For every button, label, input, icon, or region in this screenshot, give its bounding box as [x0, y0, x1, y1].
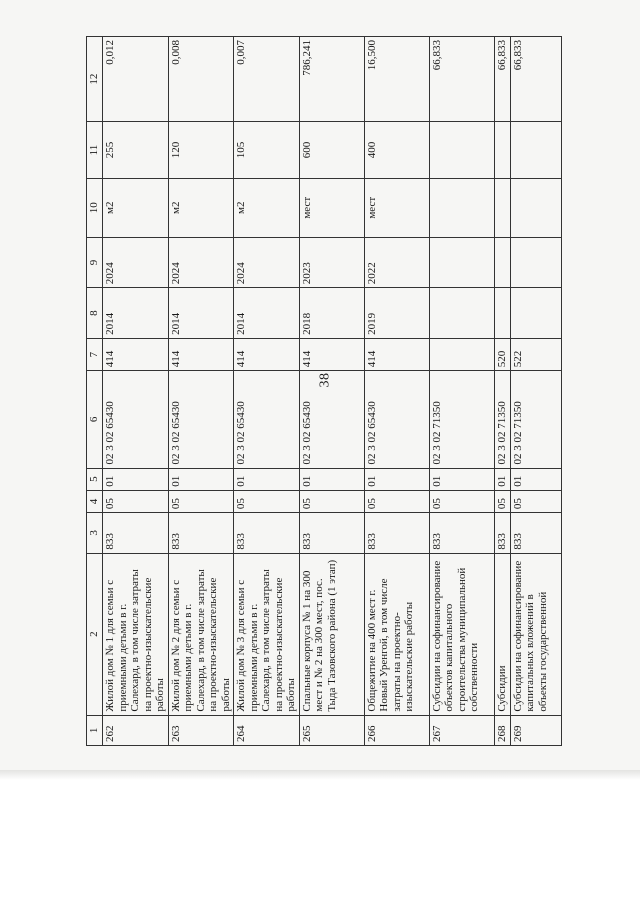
cell-c7: 414 — [234, 338, 300, 370]
cell-c7: 520 — [494, 338, 510, 370]
cell-c8 — [510, 288, 561, 339]
cell-c6: 02 3 02 65430 — [364, 371, 429, 468]
cell-c6: 02 3 02 71350 — [429, 371, 494, 468]
budget-table — [86, 36, 562, 746]
cell-c3: 833 — [510, 513, 561, 554]
cell-c4: 05 — [234, 490, 300, 512]
cell-c4: 05 — [103, 490, 169, 512]
cell-c10: мест — [299, 178, 364, 237]
column-header: 8 — [87, 288, 103, 339]
cell-c12: 66,833 — [429, 37, 494, 122]
cell-c4: 05 — [299, 490, 364, 512]
column-header: 7 — [87, 338, 103, 370]
object-name: Субсидии — [494, 553, 510, 715]
cell-c7: 414 — [299, 338, 364, 370]
cell-c11: 400 — [364, 122, 429, 179]
cell-c5: 01 — [429, 468, 494, 490]
cell-c9: 2022 — [364, 237, 429, 288]
cell-c11 — [510, 122, 561, 179]
cell-c6: 02 3 02 65430 — [234, 371, 300, 468]
row-number: 264 — [234, 715, 300, 745]
object-name: Общежитие на 400 мест г. Новый Уренгой, в том числе затраты на проектно-изыскательские работы — [364, 553, 429, 715]
table-row — [494, 37, 510, 746]
cell-c8: 2019 — [364, 288, 429, 339]
object-name: Жилой дом № 2 для семьи с приемными детьми в г. Салехард, в том числе затраты на проектно-изыскательские работы — [168, 553, 234, 715]
object-name: Субсидии на софинансирование капитальных вложений в объекты государственной — [510, 553, 561, 715]
row-number: 263 — [168, 715, 234, 745]
cell-c6: 02 3 02 65430 — [168, 371, 234, 468]
cell-c10: м2 — [103, 178, 169, 237]
cell-c12: 16,500 — [364, 37, 429, 122]
object-name: Спальные корпуса № 1 на 300 мест и № 2 на 300 мест, пос. Тыда Тазовского района (1 этап) — [299, 553, 364, 715]
cell-c7 — [429, 338, 494, 370]
cell-c3: 833 — [494, 513, 510, 554]
cell-c9 — [510, 237, 561, 288]
cell-c11: 255 — [103, 122, 169, 179]
column-header: 11 — [87, 122, 103, 179]
cell-c9 — [494, 237, 510, 288]
row-number: 266 — [364, 715, 429, 745]
table-wrapper — [86, 36, 616, 746]
column-header: 1 — [87, 715, 103, 745]
cell-c7: 414 — [103, 338, 169, 370]
cell-c10 — [429, 178, 494, 237]
column-header: 3 — [87, 513, 103, 554]
page-number: 38 — [317, 372, 333, 388]
cell-c3: 833 — [364, 513, 429, 554]
cell-c11: 120 — [168, 122, 234, 179]
cell-c8: 2014 — [234, 288, 300, 339]
cell-c8 — [494, 288, 510, 339]
table-row — [364, 37, 429, 746]
cell-c8 — [429, 288, 494, 339]
table-row — [103, 37, 169, 746]
object-name: Жилой дом № 1 для семьи с приемными детьми в г. Салехард, в том числе затраты на проектно-изыскательские работы — [103, 553, 169, 715]
page-edge — [0, 770, 640, 780]
row-number: 268 — [494, 715, 510, 745]
row-number: 265 — [299, 715, 364, 745]
table-row — [234, 37, 300, 746]
cell-c12: 786,241 — [299, 37, 364, 122]
cell-c5: 01 — [168, 468, 234, 490]
cell-c5: 01 — [510, 468, 561, 490]
cell-c3: 833 — [234, 513, 300, 554]
cell-c10: мест — [364, 178, 429, 237]
cell-c6: 02 3 02 71350 — [510, 371, 561, 468]
cell-c6: 02 3 02 65430 — [299, 371, 364, 468]
cell-c10: м2 — [168, 178, 234, 237]
cell-c7: 414 — [364, 338, 429, 370]
cell-c10 — [510, 178, 561, 237]
row-number: 267 — [429, 715, 494, 745]
rotated-table-area — [86, 36, 616, 746]
cell-c4: 05 — [168, 490, 234, 512]
cell-c7: 522 — [510, 338, 561, 370]
cell-c12: 0,008 — [168, 37, 234, 122]
column-header: 12 — [87, 37, 103, 122]
header-row — [87, 37, 103, 746]
cell-c9: 2024 — [168, 237, 234, 288]
table-row — [510, 37, 561, 746]
cell-c8: 2014 — [168, 288, 234, 339]
cell-c12: 66,833 — [494, 37, 510, 122]
cell-c11: 105 — [234, 122, 300, 179]
cell-c3: 833 — [299, 513, 364, 554]
cell-c5: 01 — [103, 468, 169, 490]
cell-c5: 01 — [299, 468, 364, 490]
cell-c6: 02 3 02 71350 — [494, 371, 510, 468]
cell-c10 — [494, 178, 510, 237]
cell-c9 — [429, 237, 494, 288]
cell-c3: 833 — [103, 513, 169, 554]
column-header: 5 — [87, 468, 103, 490]
cell-c6: 02 3 02 65430 — [103, 371, 169, 468]
cell-c4: 05 — [510, 490, 561, 512]
cell-c9: 2024 — [234, 237, 300, 288]
column-header: 10 — [87, 178, 103, 237]
row-number: 262 — [103, 715, 169, 745]
cell-c11 — [429, 122, 494, 179]
cell-c3: 833 — [429, 513, 494, 554]
cell-c5: 01 — [364, 468, 429, 490]
object-name: Жилой дом № 3 для семьи с приемными детьми в г. Салехард, в том числе затраты на проектно-изыскательские работы — [234, 553, 300, 715]
cell-c11 — [494, 122, 510, 179]
cell-c7: 414 — [168, 338, 234, 370]
cell-c12: 0,007 — [234, 37, 300, 122]
cell-c5: 01 — [234, 468, 300, 490]
cell-c12: 66,833 — [510, 37, 561, 122]
column-header: 9 — [87, 237, 103, 288]
cell-c4: 05 — [429, 490, 494, 512]
cell-c12: 0,012 — [103, 37, 169, 122]
column-header: 6 — [87, 371, 103, 468]
cell-c5: 01 — [494, 468, 510, 490]
cell-c4: 05 — [364, 490, 429, 512]
cell-c3: 833 — [168, 513, 234, 554]
column-header: 2 — [87, 553, 103, 715]
cell-c9: 2023 — [299, 237, 364, 288]
cell-c11: 600 — [299, 122, 364, 179]
column-header: 4 — [87, 490, 103, 512]
table-row — [299, 37, 364, 746]
table-row — [168, 37, 234, 746]
cell-c10: м2 — [234, 178, 300, 237]
cell-c4: 05 — [494, 490, 510, 512]
cell-c8: 2018 — [299, 288, 364, 339]
object-name: Субсидии на софинансирование объектов капитального строительства муниципальной собственности — [429, 553, 494, 715]
row-number: 269 — [510, 715, 561, 745]
table-row — [429, 37, 494, 746]
cell-c8: 2014 — [103, 288, 169, 339]
cell-c9: 2024 — [103, 237, 169, 288]
